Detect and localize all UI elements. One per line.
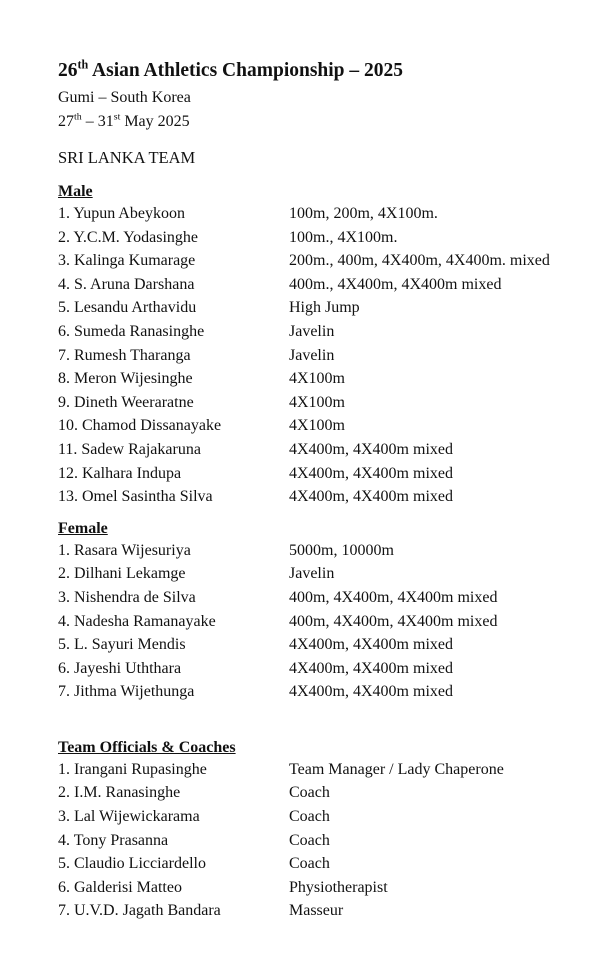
athlete-name: 5. Lesandu Arthavidu — [58, 299, 197, 317]
document-title — [58, 56, 598, 86]
list-item — [58, 899, 598, 923]
list-item — [58, 344, 598, 368]
title-text: Asian Athletics Championship – 2025 — [88, 60, 404, 81]
list-item — [58, 273, 598, 297]
list-item — [58, 829, 598, 853]
list-item — [58, 610, 598, 634]
female-athlete-list — [58, 539, 598, 704]
athlete-name: 9. Dineth Weeraratne — [58, 393, 194, 411]
official-role: Coach — [289, 784, 330, 802]
list-item — [58, 391, 598, 415]
list-item — [58, 758, 598, 782]
official-role: Coach — [289, 831, 330, 849]
document-page — [58, 56, 598, 923]
athlete-name: 3. Nishendra de Silva — [58, 588, 196, 606]
date-start-suffix: th — [74, 111, 82, 123]
athlete-name: 2. Dilhani Lekamge — [58, 565, 186, 583]
athlete-events: 4X400m, 4X400m mixed — [289, 488, 453, 506]
official-role: Coach — [289, 808, 330, 826]
athlete-events: 4X400m, 4X400m mixed — [289, 659, 453, 677]
list-item — [58, 657, 598, 681]
list-item — [58, 320, 598, 344]
athlete-name: 7. Jithma Wijethunga — [58, 683, 195, 701]
official-name: 6. Galderisi Matteo — [58, 878, 182, 896]
athlete-events: 5000m, 10000m — [289, 541, 394, 559]
date-month-year: May 2025 — [120, 113, 190, 130]
title-number: 26 — [58, 60, 78, 81]
list-item — [58, 296, 598, 320]
athlete-name: 1. Rasara Wijesuriya — [58, 541, 191, 559]
athlete-name: 10. Chamod Dissanayake — [58, 417, 222, 435]
athlete-name: 5. L. Sayuri Mendis — [58, 636, 186, 654]
athlete-events: 100m., 4X100m. — [289, 228, 398, 246]
list-item — [58, 586, 598, 610]
list-item — [58, 852, 598, 876]
athlete-events: Javelin — [289, 565, 335, 583]
athlete-events: Javelin — [289, 346, 335, 364]
list-item — [58, 781, 598, 805]
list-item — [58, 485, 598, 509]
athlete-name: 6. Jayeshi Uththara — [58, 659, 182, 677]
list-item — [58, 462, 598, 486]
date-end-day: – 31 — [81, 113, 114, 130]
athlete-events: 100m, 200m, 4X100m. — [289, 205, 438, 222]
official-name: 2. I.M. Ranasinghe — [58, 784, 181, 802]
list-item — [58, 414, 598, 438]
athlete-name: 1. Yupun Abeykoon — [58, 205, 185, 222]
location-line: Gumi – South Korea — [58, 89, 191, 106]
official-name: 3. Lal Wijewickarama — [58, 808, 200, 826]
official-name: 4. Tony Prasanna — [58, 831, 169, 849]
list-item — [58, 202, 598, 226]
male-athlete-list — [58, 202, 598, 509]
athlete-events: Javelin — [289, 322, 335, 340]
official-role: Team Manager / Lady Chaperone — [289, 760, 504, 778]
athlete-name: 3. Kalinga Kumarage — [58, 252, 196, 270]
athlete-name: 11. Sadew Rajakaruna — [58, 440, 201, 458]
list-item — [58, 562, 598, 586]
title-ordinal-suffix: th — [77, 57, 89, 72]
athlete-events: 4X400m, 4X400m mixed — [289, 464, 453, 482]
athlete-name: 6. Sumeda Ranasinghe — [58, 322, 205, 340]
athlete-name: 7. Rumesh Tharanga — [58, 346, 191, 364]
date-start-day: 27 — [58, 113, 74, 130]
athlete-name: 4. Nadesha Ramanayake — [58, 612, 216, 630]
athlete-events: 400m., 4X400m, 4X400m mixed — [289, 275, 502, 293]
list-item — [58, 805, 598, 829]
athlete-events: 200m., 400m, 4X400m, 4X400m. mixed — [289, 252, 550, 270]
athlete-events: 400m, 4X400m, 4X400m mixed — [289, 612, 498, 630]
athlete-events: 4X400m, 4X400m mixed — [289, 440, 453, 458]
athlete-events: 4X400m, 4X400m mixed — [289, 683, 453, 701]
athlete-events: 4X400m, 4X400m mixed — [289, 636, 453, 654]
official-role: Physiotherapist — [289, 878, 388, 896]
athlete-name: 2. Y.C.M. Yodasinghe — [58, 228, 199, 246]
officials-list — [58, 758, 598, 923]
team-heading: SRI LANKA TEAM — [58, 148, 196, 167]
official-name: 1. Irangani Rupasinghe — [58, 760, 207, 778]
official-role: Coach — [289, 855, 330, 873]
official-role: Masseur — [289, 902, 344, 920]
list-item — [58, 249, 598, 273]
date-line — [58, 110, 598, 134]
list-item — [58, 539, 598, 563]
section-heading-officials: Team Officials & Coaches — [58, 738, 236, 756]
official-name: 5. Claudio Licciardello — [58, 855, 206, 873]
athlete-events: 400m, 4X400m, 4X400m mixed — [289, 588, 498, 606]
athlete-name: 8. Meron Wijesinghe — [58, 370, 193, 388]
list-item — [58, 876, 598, 900]
section-heading-male: Male — [58, 183, 93, 200]
athlete-events: 4X100m — [289, 370, 345, 388]
list-item — [58, 226, 598, 250]
athlete-events: 4X100m — [289, 417, 345, 435]
list-item — [58, 438, 598, 462]
official-name: 7. U.V.D. Jagath Bandara — [58, 902, 221, 920]
athlete-events: High Jump — [289, 299, 360, 317]
date-end-suffix: st — [113, 111, 121, 123]
list-item — [58, 680, 598, 704]
section-heading-female: Female — [58, 519, 108, 537]
athlete-events: 4X100m — [289, 393, 345, 411]
athlete-name: 12. Kalhara Indupa — [58, 464, 182, 482]
athlete-name: 13. Omel Sasintha Silva — [58, 488, 213, 506]
list-item — [58, 633, 598, 657]
athlete-name: 4. S. Aruna Darshana — [58, 275, 195, 293]
list-item — [58, 367, 598, 391]
